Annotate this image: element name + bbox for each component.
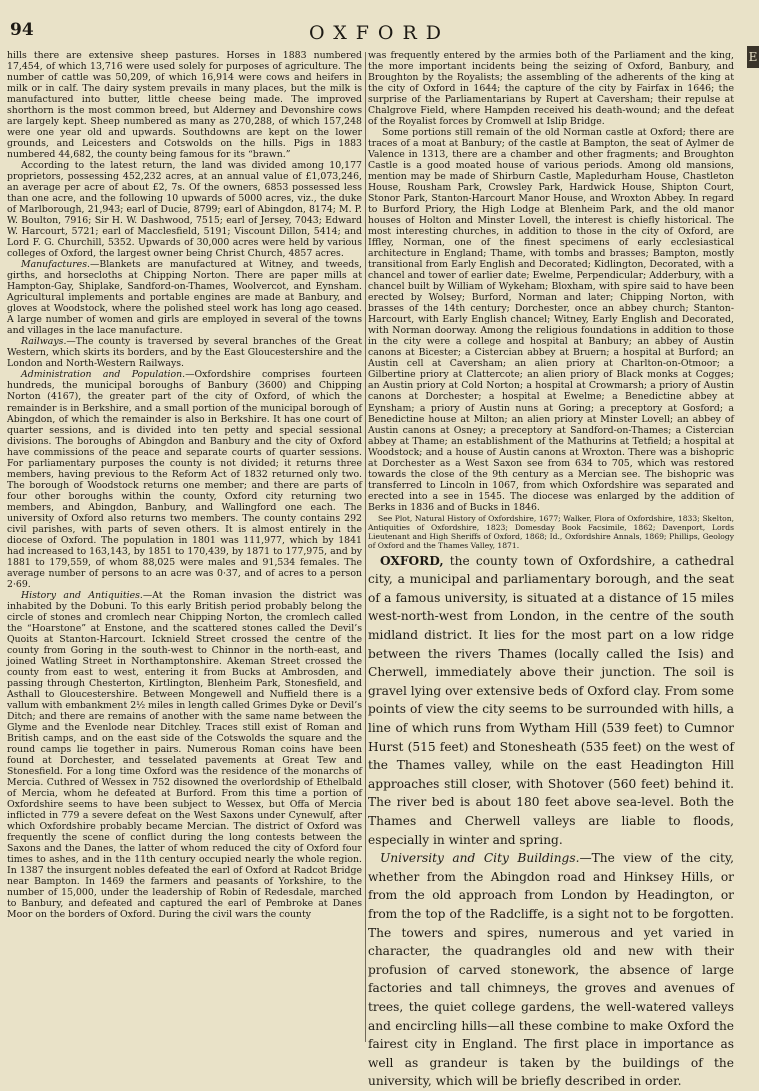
section-head-administration: Administration and Population. (21, 369, 186, 381)
oxford-article-head: OXFORD, (380, 553, 444, 568)
section-head-railways: Railways. (21, 336, 67, 348)
paragraph-manufactures (7, 259, 362, 336)
paragraph-livestock: hills there are extensive sheep pastures. Horses in 1883 numbered 17,454, of which 13,716 were used solely for purposes of agriculture. The number of cattle was 50,209, of which 16,914 were cows and heifers in milk or in calf. The dairy system prevails in many places, but the milk is manufactured into butter, little cheese being made. The improved shorthorn is the most common breed, but Alderney and Devonshire cows are largely kept. Sheep numbered as many as 270,288, of which 157,248 were one year old and upwards. Southdowns are kept on the lower grounds, and Leicesters and Cotswolds on the hills. Pigs in 1883 numbered 44,682, the county being famous for its “brawn.” (7, 50, 362, 161)
section-head-university-buildings: University and City Buildings. (380, 851, 580, 866)
section-text-university-buildings: —The view of the city, whether from the Abingdon road and Hinksey Hills, or from the old approach from London by Headington, or from the top of the Radcliffe, is a sight not to be forgotten. The towers and spires, numerous and yet varied in character, the quadrangles old and new with their profusion of carved stonework, the absence of large factories and tall chimneys, the groves and avenues of trees, the quiet college gardens, the well-watered valleys and encircling hills—all these combine to make Oxford the fairest city in England. The first place in importance as well as grandeur is taken by the buildings of the university, which will be briefly described in order. (368, 851, 734, 1089)
paragraph-administration (7, 369, 362, 589)
column-rule (365, 52, 366, 1042)
oxford-article-intro (368, 552, 734, 850)
section-head-history: History and Antiquities. (21, 589, 143, 601)
left-column (7, 50, 362, 920)
section-head-manufactures: Manufactures. (21, 259, 90, 271)
section-text-railways: —The county is traversed by several branches of the Great Western, which skirts its borders, and by the East Gloucestershire and the London and North-Western Railways. (7, 336, 362, 370)
edge-tab-marker (747, 46, 759, 68)
page-number: 94 (10, 20, 34, 40)
paragraph-land-ownership: According to the latest return, the land was divided among 10,177 proprietors, possessing 452,232 acres, at an annual value of £1,073,246, an average per acre of about £2, 7s. Of the owners, 6853 possessed less than one acre, and the following 10 upwards of 5000 acres, viz., the duke of Marlborough, 21,943; earl of Ducie, 8799; earl of Abingdon, 8174; M. P. W. Boulton, 7916; Sir H. W. Dashwood, 7515; earl of Jersey, 7043; Edward W. Harcourt, 5721; earl of Macclesfield, 5191; Viscount Dillon, 5414; and Lord F. G. Churchill, 5352. Upwards of 30,000 acres were held by various colleges of Oxford, the largest owner being Christ Church, 4857 acres. (7, 160, 362, 260)
section-text-history: —At the Roman invasion the district was inhabited by the Dobuni. To this early British period probably belong the circle of stones and cromlech near Chipping Norton, the cromlech called the “Hoarstone” at Enstone, and the scattered stones called the Devil’s Quoits at Stanton-Harcourt. Icknield Street crossed the centre of the county from Goring in the south-west to Chinnor in the north-east, and joined Watling Street in Northamptonshire. Akeman Street crossed the county from east to west, entering it from Bucks at Ambrosden, and passing through Chesterton, Kirtlington, Blenheim Park, Stonesfield, and Asthall to Gloucestershire. Between Mongewell and Nuffield there is a vallum with embankment 2½ miles in length called Grimes Dyke or Devil’s Ditch; and there are remains of another with the same name between the Glyme and the Evenlode near Ditchley. Traces still exist of Roman and British camps, and on the east side of the Cotswolds the square and the round camps lie together in pairs. Numerous Roman coins have been found at Dorchester, and tesselated pavements at Great Tew and Stonesfield. For a long time Oxford was the residence of the monarchs of Mercia. Cuthred of Wessex in 752 disowned the overlordship of Ethelbald of Mercia, whom he defeated at Burford. From this time a portion of Oxfordshire seems to have been subject to Wessex, but Offa of Mercia inflicted in 779 a severe defeat on the West Saxons under Cynewulf, after which Oxfordshire probably became Mercian. The district of Oxford was frequently the scene of conflict during the long contests between the Saxons and the Danes, the latter of whom reduced the city of Oxford four times to ashes, and in the 11th century occupied nearly the whole region. In 1387 the insurgent nobles defeated the earl of Oxford at Radcot Bridge near Bampton. In 1469 the farmers and peasants of Yorkshire, to the number of 15,000, under the leadership of Robin of Redesdale, marched to Banbury, and defeated and captured the earl of Pembroke at Danes Moor on the borders of Oxford. During the civil wars the county (7, 589, 362, 921)
section-text-manufactures: —Blankets are manufactured at Witney, and tweeds, girths, and horsecloths at Chipping Norton. There are paper mills at Hampton-Gay, Shiplake, Sandford-on-Thames, Woolvercot, and Eynsham. Agricultural implements and portable engines are made at Banbury, and gloves at Woodstock, where the polished steel work has long ago ceased. A large number of women and girls are employed in several of the towns and villages in the lace manufacture. (7, 259, 362, 337)
right-column (368, 50, 734, 1091)
oxford-article-buildings (368, 849, 734, 1091)
paragraph-railways (7, 336, 362, 369)
running-head: OXFORD (308, 22, 451, 44)
section-text-administration: —Oxfordshire comprises fourteen hundreds, the municipal boroughs of Banbury (3600) and Chipping Norton (4167), the greater part of the city of Oxford, of which the remainder is in Berkshire, and a small portion of the municipal borough of Abingdon, of which the remainder is also in Berkshire. It has one court of quarter sessions, and is divided into ten petty and special sessional divisions. The boroughs of Abingdon and Banbury and the city of Oxford have commissions of the peace and separate courts of quarter sessions. For parliamentary purposes the county is not divided; it returns three members, having previous to the Reform Act of 1832 returned only two. The borough of Woodstock returns one member; and there are parts of four other boroughs within the county, Oxford city returning two members, and Abingdon, Banbury, and Wallingford one each. The university of Oxford also returns two members. The county contains 292 civil parishes, with parts of seven others. It is almost entirely in the diocese of Oxford. The population in 1801 was 111,977, which by 1841 had increased to 163,143, by 1851 to 170,439, by 1871 to 177,975, and by 1881 to 179,559, of whom 88,025 were males and 91,534 females. The average number of persons to an acre was 0·37, and of acres to a person 2·69. (7, 369, 363, 590)
references-note: See Plot, Natural History of Oxfordshire, 1677; Walker, Flora of Oxfordshire, 1833; Skelton, Antiquities of Oxfordshire, 1823; Domesday Book Facsimile, 1862; Davenport, Lords Lieutenant and High Sheriffs of Oxford, 1868; Id., Oxfordshire Annals, 1869; Phillips, Geology of Oxford and the Thames Valley, 1871. (368, 513, 734, 550)
edge-tab-label: E (748, 50, 758, 64)
paragraph-antiquities: Some portions still remain of the old Norman castle at Oxford; there are traces of a moat at Banbury; of the castle at Bampton, the seat of Aylmer de Valence in 1313, there are a chamber and other fragments; and Broughton Castle is a good moated house of various periods. Among old mansions, mention may be made of Shirburn Castle, Mapledurham House, Chastleton House, Rousham Park, Crowsley Park, Hardwick House, Shipton Court, Stonor Park, Stanton-Harcourt Manor House, and Wroxton Abbey. In regard to Burford Priory, the High Lodge at Blenheim Park, and the old manor houses of Holton and Minster Lovell, the interest is chiefly historical. The most interesting churches, in addition to those in the city of Oxford, are Iffley, Norman, one of the finest specimens of early ecclesiastical architecture in England; Thame, with tombs and brasses; Bampton, mostly transitional from Early English and Decorated; Kidlington, Decorated, with a chancel and tower of earlier date; Ewelme, Perpendicular; Adderbury, with a chancel built by William of Wykeham; Bloxham, with spire said to have been erected by Wolsey; Burford, Norman and later; Chipping Norton, with brasses of the 14th century; Dorchester, once an abbey church; Stanton-Harcourt, with Early English chancel; Witney, Early English and Decorated, with Norman doorway. Among the religious foundations in addition to those in the city were a college and hospital at Banbury; an abbey of Austin canons at Bicester; a Cistercian abbey at Bruern; a hospital at Burford; an Austin cell at Caversham; an alien priory at Charlton-on-Otmoor; a Gilbertine priory at Clattercote; an alien priory of Black monks at Cogges; an Austin priory at Cold Norton; a hospital at Crowmarsh; a priory of Austin canons at Dorchester; a hospital at Ewelme; a Benedictine abbey at Eynsham; a priory of Austin nuns at Goring; a preceptory at Gosford; a Benedictine house at Milton; an alien priory at Minster Lovell; an abbey of Austin canons at Osney; a preceptory at Sandford-on-Thames; a Cistercian abbey at Thame; an establishment of the Mathurins at Tetfield; a hospital at Woodstock; and a house of Austin canons at Wroxton. There was a bishopric at Dorchester as a West Saxon see from 634 to 705, which was restored towards the close of the 9th century as a Mercian see. The bishopric was transferred to Lincoln in 1067, from which Oxfordshire was separated and erected into a see in 1545. The diocese was enlarged by the addition of Berks in 1836 and of Bucks in 1846. (368, 127, 734, 513)
paragraph-civil-wars: was frequently entered by the armies both of the Parliament and the king, the more important incidents being the seizing of Oxford, Banbury, and Broughton by the Royalists; the assembling of the adherents of the king at the city of Oxford in 1644; the capture of the city by Fairfax in 1646; the surprise of the Parliamentarians by Rupert at Caversham; their repulse at Chalgrove Field, where Hampden received his death-wound; and the defeat of the Royalist forces by Cromwell at Islip Bridge. (368, 50, 734, 128)
oxford-article-intro-text: the county town of Oxfordshire, a cathedral city, a municipal and parliamentary borough, and the seat of a famous university, is situated at a distance of 15 miles west-north-west from London, in the centre of the south midland district. It lies for the most part on a low ridge between the rivers Thames (locally called the Isis) and Cherwell, immediately above their junction. The soil is gravel lying over extensive beds of Oxford clay. From some points of view the city seems to be surrounded with hills, a line of which runs from Wytham Hill (539 feet) to Cumnor Hurst (515 feet) and Stonesheath (535 feet) on the west of the Thames valley, while on the east Headington Hill approaches still closer, with Shotover (560 feet) behind it. The river bed is about 180 feet above sea-level. Both the Thames and Cherwell valleys are liable to floods, especially in winter and spring. (368, 553, 734, 847)
paragraph-history (7, 590, 362, 920)
